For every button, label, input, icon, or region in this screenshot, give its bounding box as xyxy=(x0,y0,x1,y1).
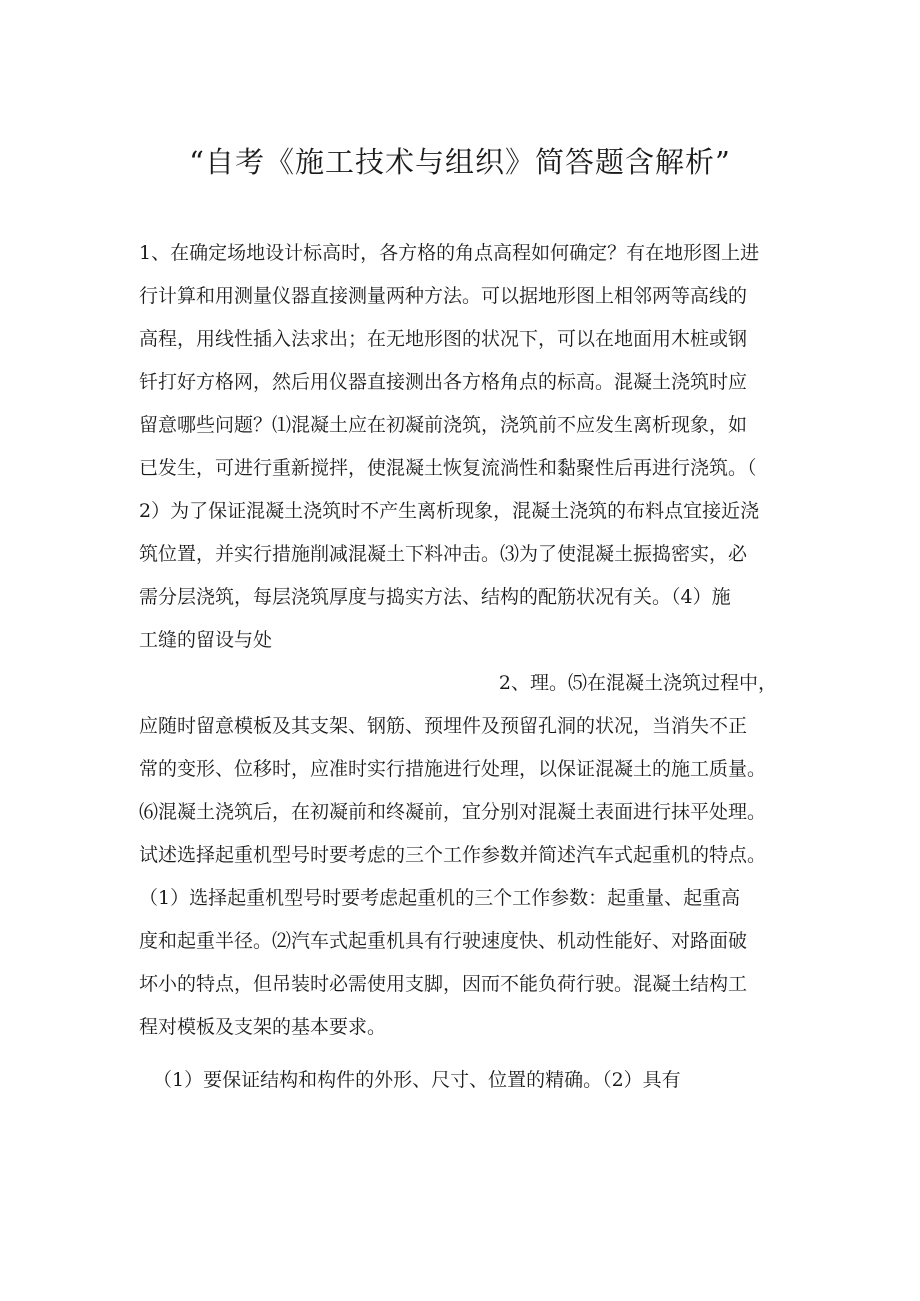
text-line: 需分层浇筑，每层浇筑厚度与捣实方法、结构的配筋状况有关。（4）施 xyxy=(139,586,731,608)
text-line: 度和起重半径。⑵汽车式起重机具有行驶速度快、机动性能好、对路面破 xyxy=(139,930,748,952)
text-line: 程对模板及支架的基本要求。 xyxy=(139,1016,387,1038)
document-title: “自考《施工技术与组织》简答题含解析” xyxy=(189,145,731,179)
text-line: 1、在确定场地设计标高时，各方格的角点高程如何确定？有在地形图上进 xyxy=(139,242,760,264)
text-line: （1）要保证结构和构件的外形、尺寸、位置的精确。（2）具有 xyxy=(153,1069,681,1091)
text-line: 钎打好方格网，然后用仪器直接测出各方格角点的标高。混凝土浇筑时应 xyxy=(139,371,748,393)
text-line: 留意哪些问题？⑴混凝土应在初凝前浇筑，浇筑前不应发生离析现象，如 xyxy=(139,414,748,436)
text-line: 高程，用线性插入法求出；在无地形图的状况下，可以在地面用木桩或钢 xyxy=(139,328,748,350)
text-line: （1）选择起重机型号时要考虑起重机的三个工作参数：起重量、起重高 xyxy=(139,887,741,909)
text-line: 2、理。⑸在混凝土浇筑过程中， xyxy=(498,672,777,694)
text-line: ⑹混凝土浇筑后，在初凝前和终凝前，宜分别对混凝土表面进行抹平处理。 xyxy=(139,801,767,823)
text-line: 工缝的留设与处 xyxy=(139,629,273,651)
text-line: 坏小的特点，但吊装时必需使用支脚，因而不能负荷行驶。混凝土结构工 xyxy=(139,973,748,995)
text-line: 行计算和用测量仪器直接测量两种方法。可以据地形图上相邻两等高线的 xyxy=(139,285,748,307)
text-line: 应随时留意模板及其支架、钢筋、预埋件及预留孔洞的状况，当消失不正 xyxy=(139,715,748,737)
text-line: 2）为了保证混凝土浇筑时不产生离析现象，混凝土浇筑的布料点宜接近浇 xyxy=(139,500,760,522)
text-line: 已发生，可进行重新搅拌，使混凝土恢复流淌性和黏聚性后再进行浇筑。（ xyxy=(139,457,757,479)
text-line: 常的变形、位移时，应准时实行措施进行处理，以保证混凝土的施工质量。 xyxy=(139,758,767,780)
text-line: 试述选择起重机型号时要考虑的三个工作参数并简述汽车式起重机的特点。 xyxy=(139,844,767,866)
text-line: 筑位置，并实行措施削减混凝土下料冲击。⑶为了使混凝土振捣密实，必 xyxy=(139,543,748,565)
